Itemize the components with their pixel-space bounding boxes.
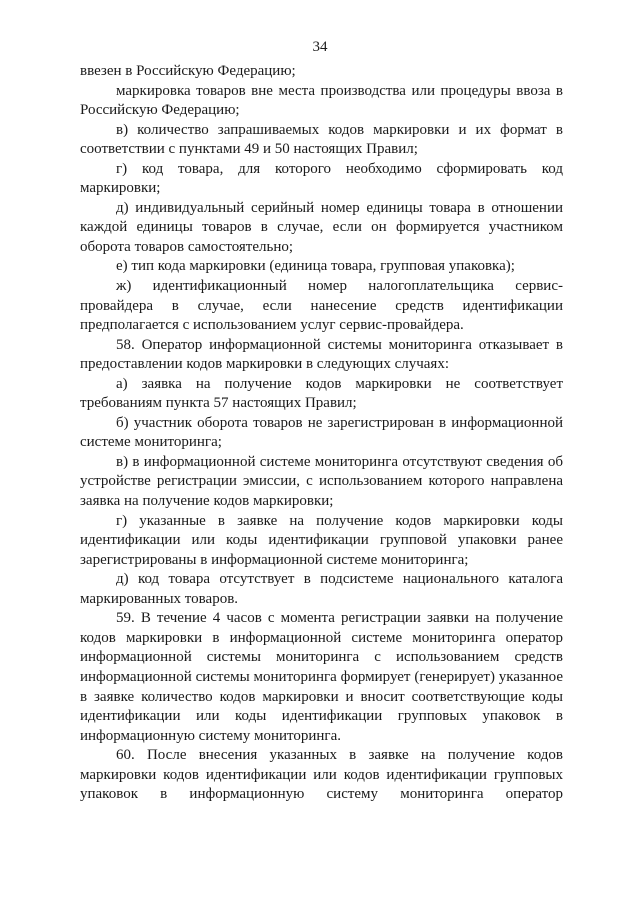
body-text — [80, 62, 563, 805]
paragraph: 59. В течение 4 часов с момента регистрации заявки на получение кодов маркировки в информационной системе мониторинга оператор информационной системы мониторинга с использованием средств информационной системы мониторинга формирует (генерирует) указанное в заявке количество кодов маркировки и вносит соответствующие коды идентификации или коды идентификации групповых упаковок в информационную систему мониторинга. — [80, 610, 563, 744]
paragraph: 60. После внесения указанных в заявке на получение кодов маркировки кодов идентификации или кодов идентификации групповых упаковок в информационную систему мониторинга оператор — [80, 747, 563, 803]
paragraph: д) индивидуальный серийный номер единицы товара в отношении каждой единицы товаров в случае, если он формируется участником оборота товаров самостоятельно; — [80, 199, 563, 255]
paragraph: в) в информационной системе мониторинга отсутствуют сведения об устройстве регистрации эмиссии, с использованием которого направлена заявка на получение кодов маркировки; — [80, 453, 563, 510]
page-number: 34 — [312, 39, 328, 55]
paragraph: маркировка товаров вне места производства или процедуры ввоза в Российскую Федерацию; — [80, 82, 563, 119]
paragraph: г) указанные в заявке на получение кодов маркировки коды идентификации или коды идентификации групповой упаковки ранее зарегистрированы в информационной системе мониторинга; — [80, 512, 563, 568]
paragraph: ж) идентификационный номер налогоплательщика сервис-провайдера в случае, если нанесение средств идентификации предполагается с использованием услуг сервис-провайдера. — [80, 278, 563, 334]
paragraph: д) код товара отсутствует в подсистеме национального каталога маркированных товаров. — [80, 571, 563, 607]
paragraph: ввезен в Российскую Федерацию; — [80, 63, 296, 79]
paragraph: г) код товара, для которого необходимо сформировать код маркировки; — [80, 160, 563, 197]
paragraph: б) участник оборота товаров не зарегистрирован в информационной системе мониторинга; — [80, 414, 563, 451]
paragraph: 58. Оператор информационной системы мониторинга отказывает в предоставлении кодов маркировки в следующих случаях: — [80, 336, 563, 373]
paragraph: в) количество запрашиваемых кодов маркировки и их формат в соответствии с пунктами 49 и 50 настоящих Правил; — [80, 121, 563, 158]
paragraph: е) тип кода маркировки (единица товара, групповая упаковка); — [116, 258, 515, 275]
paragraph: а) заявка на получение кодов маркировки не соответствует требованиям пункта 57 настоящих Правил; — [80, 375, 563, 412]
